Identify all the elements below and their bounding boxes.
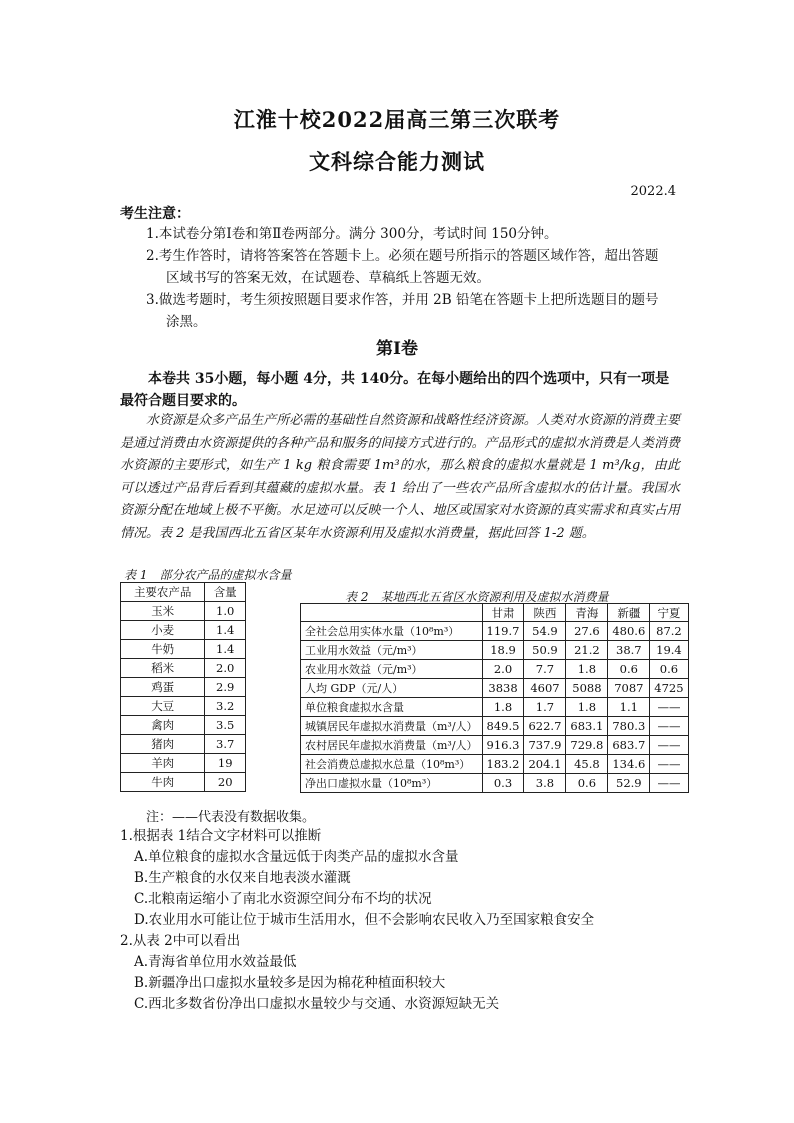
table-note: 注：——代表没有数据收集。 (146, 810, 316, 825)
water-content-cell: 1.4 (205, 640, 246, 659)
option-a[interactable]: A.青海省单位用水效益最低 (134, 954, 297, 970)
table2-row (301, 717, 689, 736)
question-2 (120, 931, 680, 1015)
product-name-cell: 羊肉 (121, 754, 205, 773)
water-content-cell: 3.2 (205, 697, 246, 716)
water-content-cell: 2.0 (205, 659, 246, 678)
indicator-label-cell: 工业用水效益（元/m³） (301, 641, 483, 660)
table1-row (121, 735, 246, 754)
option-b[interactable]: B.生产粮食的水仅来自地表淡水灌溉 (134, 870, 351, 886)
province-value-cell: 1.1 (608, 698, 650, 717)
water-content-cell: 1.0 (205, 602, 246, 621)
province-value-cell: 683.1 (566, 717, 608, 736)
table1-caption: 表 1 部分农产品的虚拟水含量 (124, 568, 292, 582)
province-value-cell: 0.6 (650, 660, 688, 679)
product-name-cell: 稻米 (121, 659, 205, 678)
province-value-cell: 622.7 (524, 717, 566, 736)
province-value-cell: 780.3 (608, 717, 650, 736)
province-value-cell: 683.7 (608, 736, 650, 755)
product-name-cell: 禽肉 (121, 716, 205, 735)
province-value-cell: 52.9 (608, 774, 650, 793)
part-title: 第Ⅰ卷 (376, 339, 418, 359)
province-value-cell: —— (650, 717, 688, 736)
table2-row (301, 641, 689, 660)
table2-row (301, 755, 689, 774)
product-name-cell: 鸡蛋 (121, 678, 205, 697)
province-value-cell: —— (650, 755, 688, 774)
province-value-cell: 27.6 (566, 622, 608, 641)
province-value-cell: 7087 (608, 679, 650, 698)
product-name-cell: 玉米 (121, 602, 205, 621)
province-value-cell: 1.8 (482, 698, 524, 717)
table2-row (301, 774, 689, 793)
province-value-cell: —— (650, 774, 688, 793)
indicator-label-cell: 社会消费总虚拟水总量（10⁸m³） (301, 755, 483, 774)
notice-item-1: 1.本试卷分第Ⅰ卷和第Ⅱ卷两部分。满分 300分，考试时间 150分钟。 (146, 226, 558, 242)
table2-header: 新疆 (608, 604, 650, 622)
product-name-cell: 猪肉 (121, 735, 205, 754)
option-d[interactable]: D.农业用水可能让位于城市生活用水，但不会影响农民收入乃至国家粮食安全 (134, 912, 595, 928)
province-value-cell: 1.7 (524, 698, 566, 717)
notice-item-2: 2.考生作答时，请将答案答在答题卡上。必须在题号所指示的答题区域作答，超出答题 区域书写的答案无效，在试题卷、草稿纸上答题无效。 (146, 248, 659, 286)
province-value-cell: 119.7 (482, 622, 524, 641)
table1-row (121, 602, 246, 621)
table1-row (121, 678, 246, 697)
table1-header: 主要农产品 (121, 583, 205, 602)
indicator-label-cell: 净出口虚拟水量（10⁸m³） (301, 774, 483, 793)
table2-row (301, 679, 689, 698)
province-value-cell: —— (650, 698, 688, 717)
table2-header-row (301, 604, 689, 622)
province-value-cell: 7.7 (524, 660, 566, 679)
table2 (300, 603, 689, 793)
table2-header: 青海 (566, 604, 608, 622)
province-value-cell: 916.3 (482, 736, 524, 755)
province-value-cell: 3838 (482, 679, 524, 698)
table2-row (301, 736, 689, 755)
water-content-cell: 3.7 (205, 735, 246, 754)
table1-row (121, 716, 246, 735)
table2-header: 宁夏 (650, 604, 688, 622)
part-intro: 本卷共 35小题，每小题 4分，共 140分。在每小题给出的四个选项中，只有一项是最符合题目要求的。 (120, 371, 670, 409)
province-value-cell: 3.8 (524, 774, 566, 793)
province-value-cell: 1.8 (566, 660, 608, 679)
indicator-label-cell: 农村居民年虚拟水消费量（m³/人） (301, 736, 483, 755)
province-value-cell: 2.0 (482, 660, 524, 679)
table1-row (121, 773, 246, 792)
option-c[interactable]: C.北粮南运缩小了南北水资源空间分布不均的状况 (134, 891, 432, 907)
water-content-cell: 2.9 (205, 678, 246, 697)
exam-date: 2022.4 (630, 184, 676, 199)
table1-row (121, 640, 246, 659)
table1-row (121, 621, 246, 640)
province-value-cell: 4607 (524, 679, 566, 698)
question-stem: 1.根据表 1结合文字材料可以推断 (120, 828, 322, 844)
province-value-cell: 480.6 (608, 622, 650, 641)
notice-heading: 考生注意： (120, 206, 190, 222)
indicator-label-cell: 农业用水效益（元/m³） (301, 660, 483, 679)
water-content-cell: 3.5 (205, 716, 246, 735)
notice-item-3: 3.做选考题时，考生须按照题目要求作答，并用 2B 铅笔在答题卡上把所选题目的题号 涂黑。 (146, 292, 659, 330)
province-value-cell: 737.9 (524, 736, 566, 755)
option-a[interactable]: A.单位粮食的虚拟水含量远低于肉类产品的虚拟水含量 (134, 849, 459, 865)
province-value-cell: 183.2 (482, 755, 524, 774)
province-value-cell: 18.9 (482, 641, 524, 660)
product-name-cell: 小麦 (121, 621, 205, 640)
province-value-cell: 0.6 (566, 774, 608, 793)
table2-row (301, 660, 689, 679)
water-content-cell: 19 (205, 754, 246, 773)
table1-header: 含量 (205, 583, 246, 602)
indicator-label-cell: 人均 GDP（元/人） (301, 679, 483, 698)
province-value-cell: 50.9 (524, 641, 566, 660)
province-value-cell: 54.9 (524, 622, 566, 641)
product-name-cell: 牛奶 (121, 640, 205, 659)
table2-header (301, 604, 483, 622)
question-1 (120, 826, 680, 931)
province-value-cell: 21.2 (566, 641, 608, 660)
table1-row (121, 659, 246, 678)
indicator-label-cell: 单位粮食虚拟水含量 (301, 698, 483, 717)
table1-row (121, 697, 246, 716)
province-value-cell: 204.1 (524, 755, 566, 774)
reading-material: 水资源是众多产品生产所必需的基础性自然资源和战略性经济资源。人类对水资源的消费主要是通过消费由水资源提供的各种产品和服务的间接方式进行的。产品形式的虚拟水消费是人类消费水资源的主要形式，如生产 1 kg 粮食需要 1m³的水，那么粮食的虚拟水量就是 1 m³/kg，由此可以透过产品背后看到其蕴藏的虚拟水量。表 1 给出了一些农产品所含虚拟水的估计量。我国水资源分配在地域上极不平衡。水足迹可以反映一个人、地区或国家对水资源的真实需求和真实占用情况。表 2 是我国西北五省区某年水资源利用及虚拟水消费量，据此回答 1-2 题。 (120, 413, 680, 541)
table2-row (301, 622, 689, 641)
table2-header: 甘肃 (482, 604, 524, 622)
option-b[interactable]: B.新疆净出口虚拟水量较多是因为棉花种植面积较大 (134, 975, 446, 991)
exam-title: 江淮十校2022届高三第三次联考 (233, 107, 561, 132)
indicator-label-cell: 城镇居民年虚拟水消费量（m³/人） (301, 717, 483, 736)
province-value-cell: 87.2 (650, 622, 688, 641)
table1-row (121, 754, 246, 773)
table1-header-row (121, 583, 246, 602)
table2-caption: 表 2 某地西北五省区水资源利用及虚拟水消费量 (345, 590, 609, 604)
province-value-cell: —— (650, 736, 688, 755)
province-value-cell: 729.8 (566, 736, 608, 755)
province-value-cell: 1.8 (566, 698, 608, 717)
province-value-cell: 5088 (566, 679, 608, 698)
product-name-cell: 牛肉 (121, 773, 205, 792)
province-value-cell: 134.6 (608, 755, 650, 774)
table2-header: 陕西 (524, 604, 566, 622)
province-value-cell: 0.3 (482, 774, 524, 793)
option-c[interactable]: C.西北多数省份净出口虚拟水量较少与交通、水资源短缺无关 (134, 996, 500, 1012)
province-value-cell: 45.8 (566, 755, 608, 774)
province-value-cell: 849.5 (482, 717, 524, 736)
water-content-cell: 20 (205, 773, 246, 792)
province-value-cell: 4725 (650, 679, 688, 698)
province-value-cell: 19.4 (650, 641, 688, 660)
table1 (120, 582, 246, 792)
water-content-cell: 1.4 (205, 621, 246, 640)
province-value-cell: 0.6 (608, 660, 650, 679)
indicator-label-cell: 全社会总用实体水量（10⁸m³） (301, 622, 483, 641)
province-value-cell: 38.7 (608, 641, 650, 660)
table2-row (301, 698, 689, 717)
exam-subtitle: 文科综合能力测试 (309, 149, 485, 174)
question-stem: 2.从表 2中可以看出 (120, 933, 241, 949)
product-name-cell: 大豆 (121, 697, 205, 716)
